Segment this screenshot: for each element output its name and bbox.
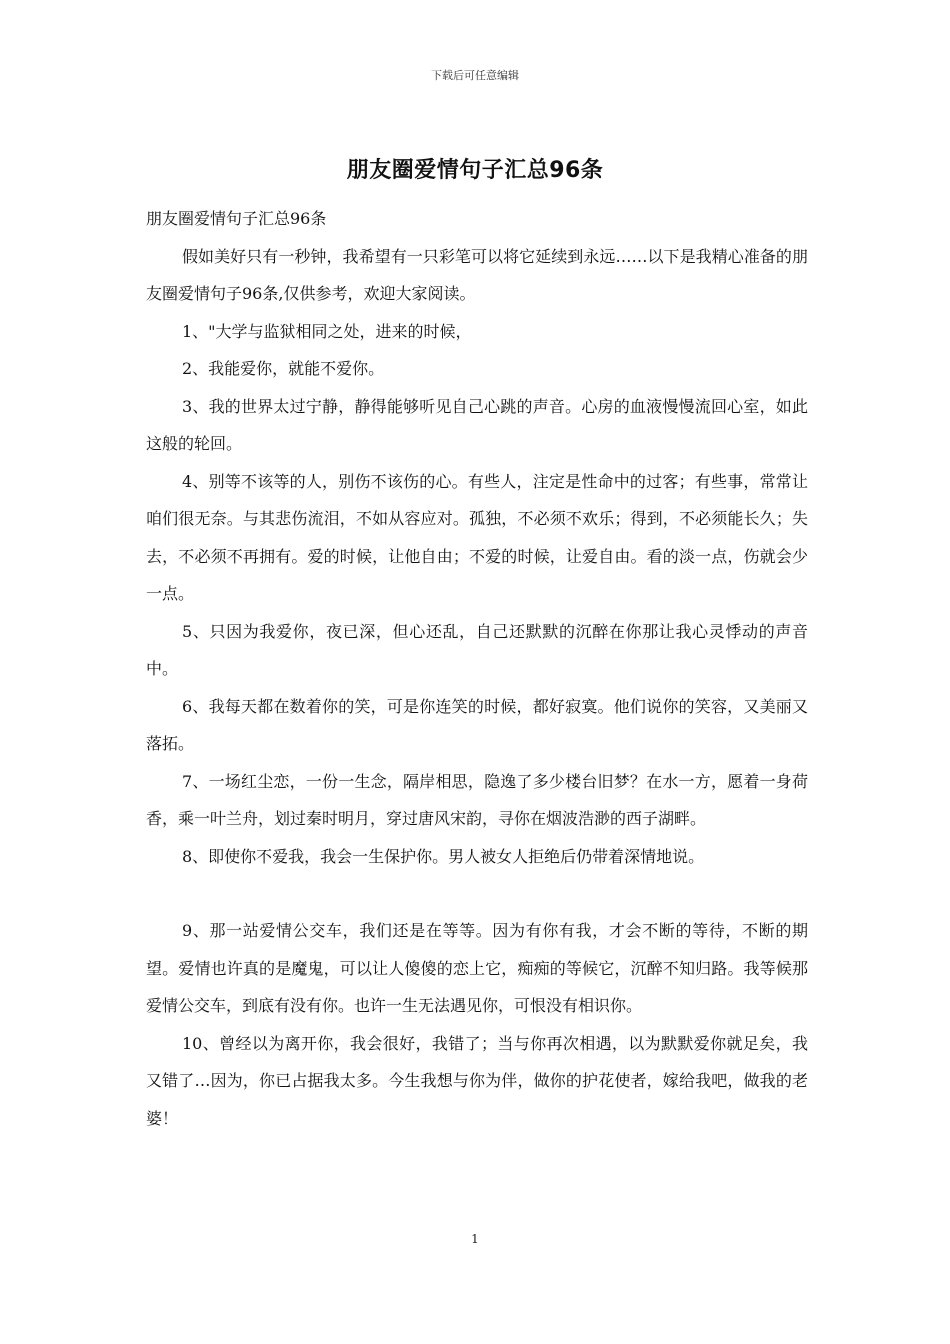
document-body: [146, 200, 808, 1137]
document-subtitle: 朋友圈爱情句子汇总96条: [146, 209, 327, 228]
paragraph-item-7: 7、一场红尘恋，一份一生念，隔岸相思，隐逸了多少楼台旧梦？在水一方，愿着一身荷香，乘一叶兰舟，划过秦时明月，穿过唐风宋韵，寻你在烟波浩渺的西子湖畔。: [146, 771, 808, 828]
paragraph-item-1: 1、"大学与监狱相同之处，进来的时候，: [182, 321, 472, 341]
paragraph-item-8: 8、即使你不爱我，我会一生保护你。男人被女人拒绝后仍带着深情地说。: [182, 846, 705, 866]
paragraph-item-3: 3、我的世界太过宁静，静得能够听见自己心跳的声音。心房的血液慢慢流回心室，如此这般的轮回。: [146, 396, 808, 453]
header-note: 下载后可任意编辑: [431, 69, 519, 82]
paragraph-item-9: 9、那一站爱情公交车，我们还是在等等。因为有你有我，才会不断的等待，不断的期望。爱情也许真的是魔鬼，可以让人傻傻的恋上它，痴痴的等候它，沉醉不知归路。我等候那爱情公交车，到底有没有你。也许一生无法遇见你，可恨没有相识你。: [146, 921, 808, 1015]
paragraph-intro: 假如美好只有一秒钟，我希望有一只彩笔可以将它延续到永远……以下是我精心准备的朋友圈爱情句子96条,仅供参考，欢迎大家阅读。: [146, 246, 808, 303]
page-number: 1: [471, 1232, 479, 1246]
paragraph-item-5: 5、只因为我爱你，夜已深，但心还乱，自己还默默的沉醉在你那让我心灵悸动的声音中。: [146, 621, 808, 678]
paragraph-item-10: 10、曾经以为离开你，我会很好，我错了；当与你再次相遇，以为默默爱你就足矣，我又错了…因为，你已占据我太多。今生我想与你为伴，做你的护花使者，嫁给我吧，做我的老婆！: [146, 1033, 808, 1128]
paragraph-item-4: 4、别等不该等的人，别伤不该伤的心。有些人，注定是性命中的过客；有些事，常常让咱们很无奈。与其悲伤流泪，不如从容应对。孤独，不必须不欢乐；得到，不必须能长久；失去，不必须不再拥有。爱的时候，让他自由；不爱的时候，让爱自由。看的淡一点，伤就会少一点。: [146, 471, 808, 603]
paragraph-item-6: 6、我每天都在数着你的笑，可是你连笑的时候，都好寂寞。他们说你的笑容，又美丽又落拓。: [146, 696, 808, 753]
paragraph-item-2: 2、我能爱你，就能不爱你。: [182, 359, 385, 378]
document-title: 朋友圈爱情句子汇总96条: [346, 158, 604, 183]
